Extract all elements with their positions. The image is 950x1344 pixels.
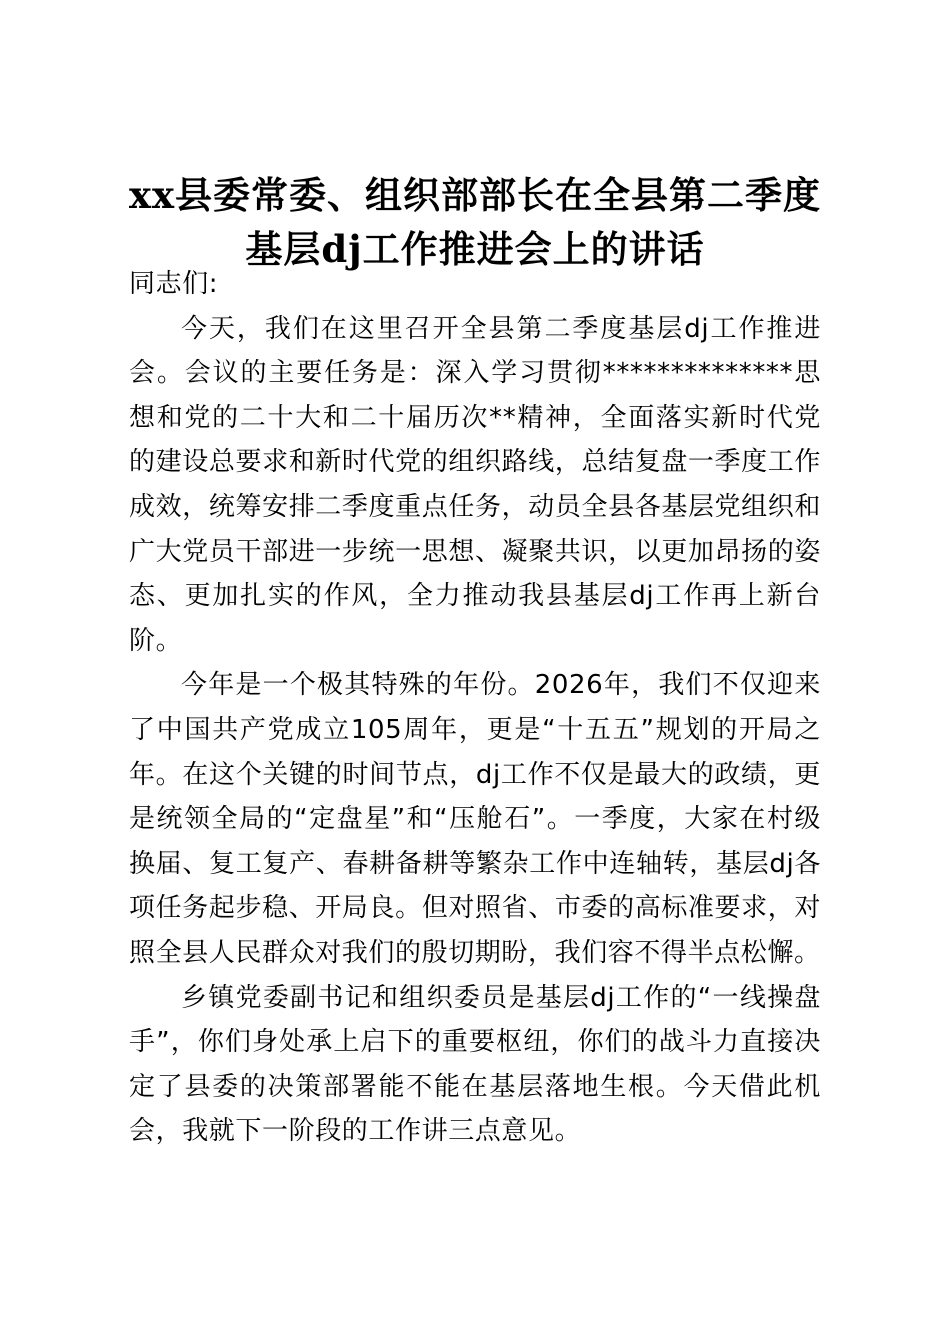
salutation: 同志们:: [129, 269, 219, 299]
paragraph-1: 今天，我们在这里召开全县第二季度基层dj工作推进会。会议的主要任务是：深入学习贯彻**************思想和党的二十大和二十届历次**精神，全面落实新时代党的建设总要求和新时代党的组织路线，总结复盘一季度工作成效，统筹安排二季度重点任务，动员全县各基层党组织和广大党员干部进一步统一思想、凝聚共识，以更加昂扬的姿态、更加扎实的作风，全力推动我县基层dj工作再上新台阶。: [129, 313, 821, 656]
title-line-2: 基层dj工作推进会上的讲话: [245, 227, 705, 271]
paragraph-2: 今年是一个极其特殊的年份。2026年，我们不仅迎来了中国共产党成立105周年，更是“十五五”规划的开局之年。在这个关键的时间节点，dj工作不仅是最大的政绩，更是统领全局的“定盘星”和“压舱石”。一季度，大家在村级换届、复工复产、春耕备耕等繁杂工作中连轴转，基层dj各项任务起步稳、开局良。但对照省、市委的高标准要求，对照全县人民群众对我们的殷切期盼，我们容不得半点松懈。: [129, 670, 821, 968]
document-body: [129, 262, 821, 1154]
title-line-1: xx县委常委、组织部部长在全县第二季度: [128, 173, 822, 217]
paragraph-3: 乡镇党委副书记和组织委员是基层dj工作的“一线操盘手”，你们身处承上启下的重要枢纽，你们的战斗力直接决定了县委的决策部署能不能在基层落地生根。今天借此机会，我就下一阶段的工作讲三点意见。: [129, 982, 821, 1147]
document-title: [60, 168, 890, 276]
